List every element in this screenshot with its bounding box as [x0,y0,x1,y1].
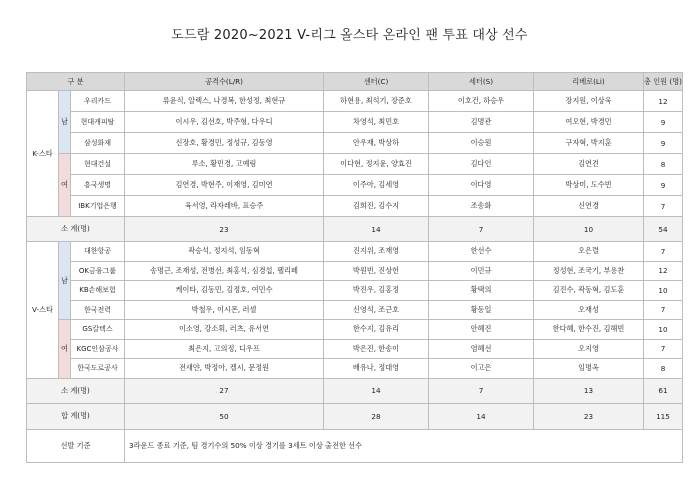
team-row [27,261,683,281]
cell-setter: 김명관 [429,112,534,133]
header-row [27,73,683,91]
cell-center: 배유나, 정대영 [324,359,429,379]
team-row [27,339,683,359]
cell-setter: 조송화 [429,196,534,217]
criteria-text: 3라운드 종료 기준, 팀 경기수의 50% 이상 경기를 3세트 이상 출전한 선수 [125,429,683,462]
team-row [27,242,683,262]
page-title: 도드람 2020~2021 V-리그 올스타 온라인 팬 투표 대상 선수 [171,28,528,43]
team-name: IBK기업은행 [71,196,125,217]
team-name: GS칼텍스 [71,320,125,340]
subtotal-setter: 7 [429,378,534,403]
team-row [27,359,683,379]
star-group-label: V-스타 [27,242,59,379]
cell-attackers: 이소영, 강소휘, 러츠, 유서연 [125,320,324,340]
grand-total-row [27,403,683,429]
cell-attackers: 최은지, 고의정, 디우프 [125,339,324,359]
cell-attackers: 이시우, 김선호, 박주형, 다우디 [125,112,324,133]
criteria-row [27,429,683,462]
cell-center: 박원빈, 진상헌 [324,261,429,281]
team-name: 현대캐피탈 [71,112,125,133]
team-name: 흥국생명 [71,175,125,196]
cell-attackers: 류윤식, 알렉스, 나경복, 한성정, 최현규 [125,91,324,112]
team-row [27,112,683,133]
subtotal-setter: 7 [429,217,534,242]
cell-setter: 이다영 [429,175,534,196]
subtotal-total: 61 [644,378,683,403]
gender-label: 남 [59,242,71,320]
grand-total-libero: 23 [534,403,644,429]
grand-total-label: 합 계(명) [27,403,125,429]
cell-libero: 신연경 [534,196,644,217]
subtotal-attackers: 23 [125,217,324,242]
cell-center: 박은진, 한송이 [324,339,429,359]
k-star-section [27,91,683,217]
subtotal-attackers: 27 [125,378,324,403]
cell-attackers: 송명근, 조재성, 전병선, 최홍석, 심경섭, 펠리페 [125,261,324,281]
cell-total: 12 [644,261,683,281]
team-name: 한국전력 [71,300,125,320]
criteria-label: 선발 기준 [27,429,125,462]
team-row [27,91,683,112]
subtotal-center: 14 [324,378,429,403]
cell-libero: 장지원, 이상욱 [534,91,644,112]
cell-total: 8 [644,154,683,175]
vote-candidate-table [26,72,683,463]
cell-center: 이다현, 정지윤, 양효진 [324,154,429,175]
cell-total: 9 [644,133,683,154]
cell-setter: 염혜선 [429,339,534,359]
cell-center: 차영석, 최민호 [324,112,429,133]
cell-setter: 이고은 [429,359,534,379]
header-category: 구 분 [27,73,125,91]
cell-libero: 오지영 [534,339,644,359]
v-star-subtotal-row [27,378,683,403]
subtotal-libero: 10 [534,217,644,242]
star-group-label: K-스타 [27,91,59,217]
grand-total-total: 115 [644,403,683,429]
header-total: 총 인원 (명) [644,73,683,91]
team-name: 우리카드 [71,91,125,112]
cell-setter: 이민규 [429,261,534,281]
cell-setter: 김다인 [429,154,534,175]
team-name: OK금융그룹 [71,261,125,281]
gender-label: 여 [59,320,71,379]
cell-setter: 한선수 [429,242,534,262]
cell-libero: 임명옥 [534,359,644,379]
cell-total: 9 [644,112,683,133]
cell-center: 신영석, 조근호 [324,300,429,320]
cell-setter: 안혜진 [429,320,534,340]
cell-center: 하현용, 최석기, 장준호 [324,91,429,112]
cell-total: 7 [644,242,683,262]
cell-center: 진지위, 조재영 [324,242,429,262]
grand-total-center: 28 [324,403,429,429]
subtotal-libero: 13 [534,378,644,403]
cell-total: 12 [644,91,683,112]
v-star-section [27,242,683,379]
grand-total-setter: 14 [429,403,534,429]
team-name: 대한항공 [71,242,125,262]
cell-attackers: 육서영, 라자레바, 표승주 [125,196,324,217]
cell-libero: 구자혁, 박지훈 [534,133,644,154]
team-name: 삼성화재 [71,133,125,154]
cell-libero: 정성현, 조국기, 부용찬 [534,261,644,281]
cell-libero: 오재성 [534,300,644,320]
team-row [27,175,683,196]
cell-center: 박진우, 김홍정 [324,281,429,301]
cell-total: 7 [644,300,683,320]
team-name: KGC인삼공사 [71,339,125,359]
cell-libero: 여오현, 박경민 [534,112,644,133]
cell-attackers: 곽승석, 정지석, 임동혁 [125,242,324,262]
team-name: 현대건설 [71,154,125,175]
cell-center: 김희진, 김수지 [324,196,429,217]
header-attackers: 공격수(L/R) [125,73,324,91]
cell-attackers: 전새얀, 박정아, 켈시, 문정원 [125,359,324,379]
subtotal-label: 소 계(명) [27,217,125,242]
grand-total-attackers: 50 [125,403,324,429]
cell-libero: 한다혜, 한수진, 김해빈 [534,320,644,340]
team-row [27,133,683,154]
team-name: KB손해보험 [71,281,125,301]
team-row [27,320,683,340]
cell-total: 7 [644,196,683,217]
team-row [27,154,683,175]
header-setter: 세터(S) [429,73,534,91]
cell-total: 7 [644,339,683,359]
cell-attackers: 신장호, 황경민, 정성규, 김동영 [125,133,324,154]
cell-setter: 이호건, 하승우 [429,91,534,112]
k-star-subtotal-row [27,217,683,242]
header-center: 센터(C) [324,73,429,91]
cell-setter: 황택의 [429,281,534,301]
team-name: 한국도로공사 [71,359,125,379]
cell-center: 안우재, 박상하 [324,133,429,154]
cell-libero: 김진수, 곽동혁, 김도훈 [534,281,644,301]
subtotal-label: 소 계(명) [27,378,125,403]
cell-attackers: 루소, 황민경, 고예림 [125,154,324,175]
subtotal-center: 14 [324,217,429,242]
cell-libero: 김연견 [534,154,644,175]
cell-total: 10 [644,320,683,340]
cell-total: 8 [644,359,683,379]
team-row [27,196,683,217]
gender-label: 여 [59,154,71,217]
header-libero: 리베로(Li) [534,73,644,91]
cell-setter: 이승원 [429,133,534,154]
cell-attackers: 케이타, 김동민, 김정호, 여민수 [125,281,324,301]
cell-center: 한수지, 김유리 [324,320,429,340]
team-row [27,281,683,301]
cell-attackers: 김연경, 박현주, 이재영, 김미연 [125,175,324,196]
subtotal-total: 54 [644,217,683,242]
cell-total: 10 [644,281,683,301]
cell-attackers: 박철우, 이시몬, 러셀 [125,300,324,320]
cell-libero: 오은렬 [534,242,644,262]
cell-center: 이주아, 김세영 [324,175,429,196]
cell-total: 9 [644,175,683,196]
cell-libero: 박상미, 도수빈 [534,175,644,196]
gender-label: 남 [59,91,71,154]
team-row [27,300,683,320]
cell-setter: 황동일 [429,300,534,320]
